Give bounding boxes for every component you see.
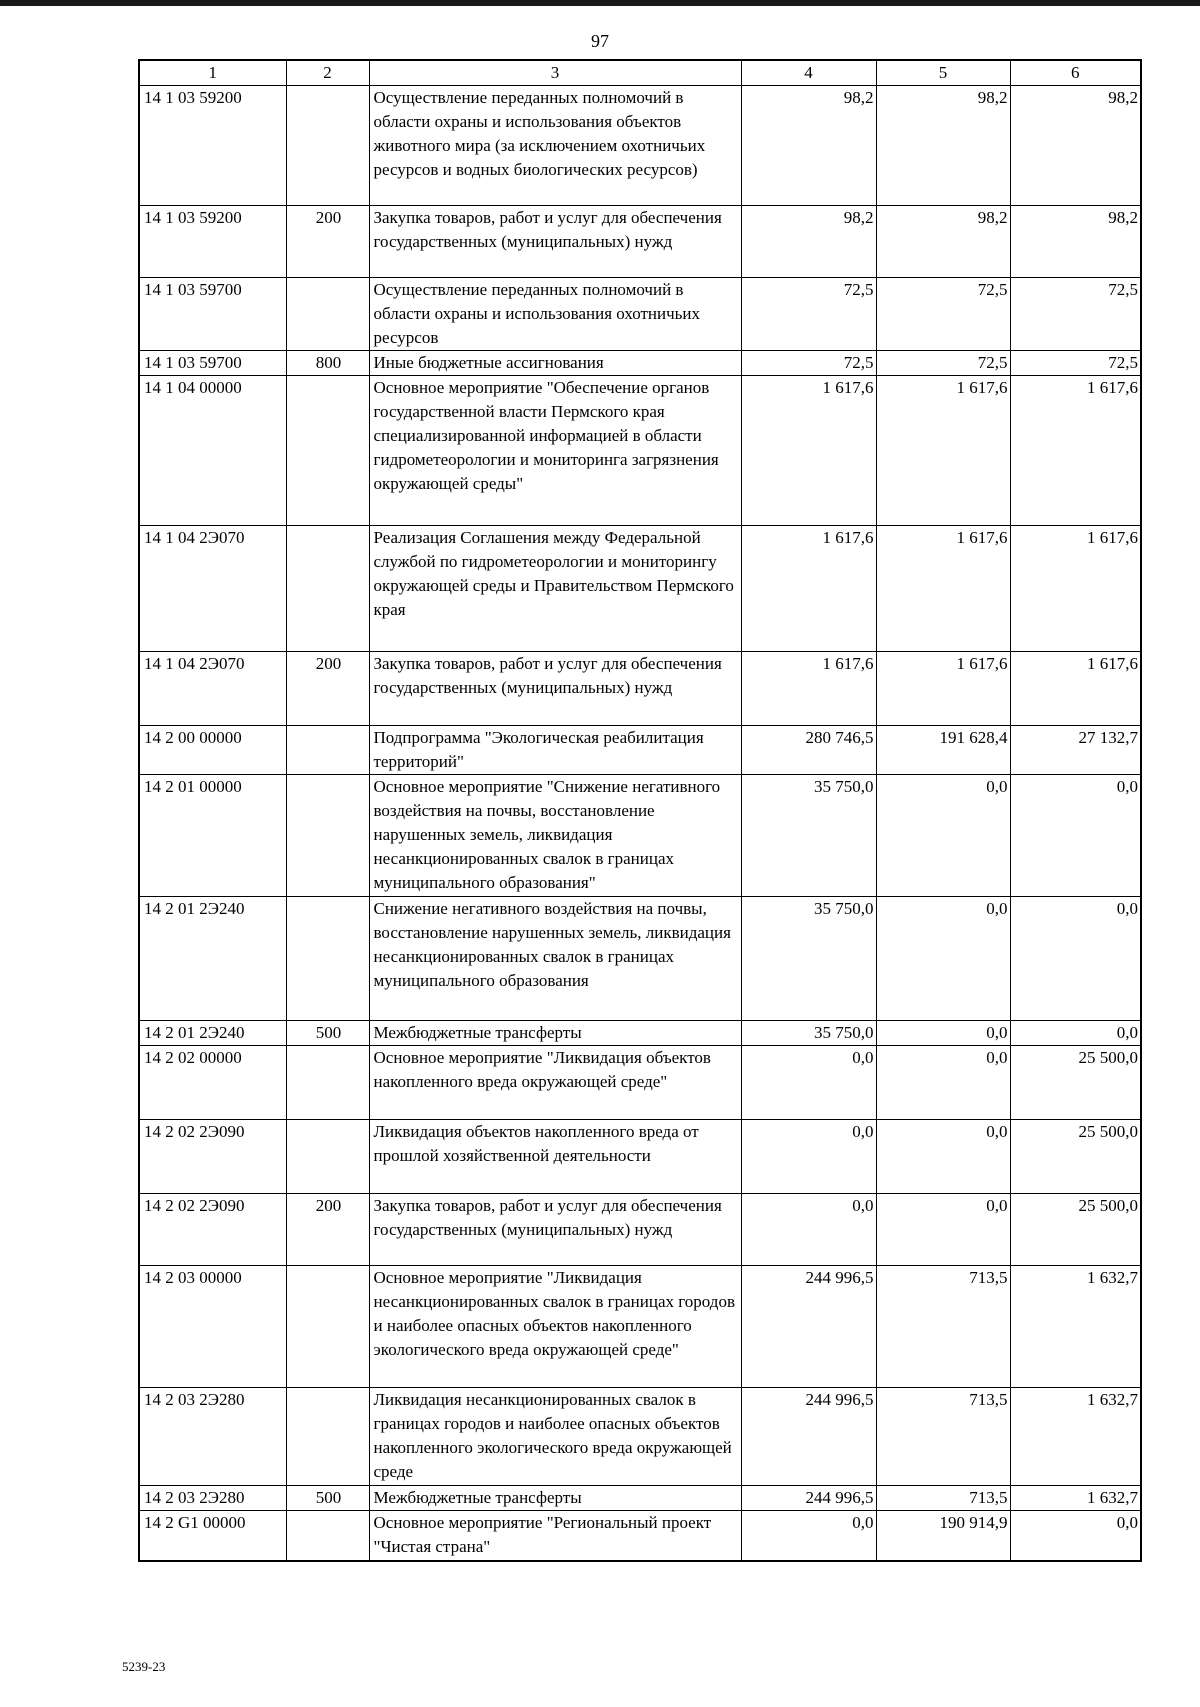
name-cell: Иные бюджетные ассигнования: [369, 351, 741, 376]
value-col6-cell: 0,0: [1010, 1511, 1141, 1561]
value-col6-cell: 1 617,6: [1010, 376, 1141, 526]
value-col4-cell: 35 750,0: [741, 775, 876, 897]
value-col4-cell: 0,0: [741, 1194, 876, 1266]
name-cell: Закупка товаров, работ и услуг для обеспечения государственных (муниципальных) нужд: [369, 1194, 741, 1266]
table-row: [139, 278, 1141, 351]
value-col5-cell: 0,0: [876, 897, 1010, 1021]
value-col4-cell: 1 617,6: [741, 376, 876, 526]
value-col6-cell: 72,5: [1010, 278, 1141, 351]
value-col5-cell: 0,0: [876, 1021, 1010, 1046]
name-cell: Подпрограмма "Экологическая реабилитация территорий": [369, 726, 741, 775]
expense-type-cell: [286, 726, 369, 775]
value-col5-cell: 713,5: [876, 1266, 1010, 1388]
expense-type-cell: [286, 1120, 369, 1194]
value-col4-cell: 244 996,5: [741, 1266, 876, 1388]
name-cell: Осуществление переданных полномочий в области охраны и использования объектов животного мира (за исключением охотничьих ресурсов и водных биологических ресурсов): [369, 86, 741, 206]
value-col5-cell: 713,5: [876, 1486, 1010, 1511]
value-col6-cell: 98,2: [1010, 206, 1141, 278]
name-cell: Ликвидация объектов накопленного вреда от прошлой хозяйственной деятельности: [369, 1120, 741, 1194]
expense-type-cell: [286, 86, 369, 206]
name-cell: Осуществление переданных полномочий в области охраны и использования охотничьих ресурсов: [369, 278, 741, 351]
value-col6-cell: 0,0: [1010, 897, 1141, 1021]
value-col5-cell: 0,0: [876, 1194, 1010, 1266]
column-header: 6: [1010, 60, 1141, 86]
expense-type-cell: [286, 1046, 369, 1120]
name-cell: Основное мероприятие "Ликвидация объектов накопленного вреда окружающей среде": [369, 1046, 741, 1120]
value-col4-cell: 244 996,5: [741, 1388, 876, 1486]
value-col6-cell: 0,0: [1010, 775, 1141, 897]
value-col4-cell: 72,5: [741, 278, 876, 351]
value-col6-cell: 1 617,6: [1010, 652, 1141, 726]
expense-type-cell: [286, 1511, 369, 1561]
name-cell: Снижение негативного воздействия на почвы, восстановление нарушенных земель, ликвидация несанкционированных свалок в границах муниципального образования: [369, 897, 741, 1021]
code-cell: 14 2 03 2Э280: [139, 1388, 286, 1486]
column-header: 2: [286, 60, 369, 86]
page-number: 97: [591, 31, 609, 51]
value-col5-cell: 0,0: [876, 775, 1010, 897]
table-row: [139, 206, 1141, 278]
expense-type-cell: [286, 278, 369, 351]
value-col5-cell: 1 617,6: [876, 652, 1010, 726]
code-cell: 14 1 04 2Э070: [139, 652, 286, 726]
code-cell: 14 2 03 2Э280: [139, 1486, 286, 1511]
code-cell: 14 2 01 2Э240: [139, 1021, 286, 1046]
name-cell: Межбюджетные трансферты: [369, 1021, 741, 1046]
expense-type-cell: [286, 1266, 369, 1388]
value-col5-cell: 72,5: [876, 278, 1010, 351]
value-col5-cell: 98,2: [876, 86, 1010, 206]
table-row: [139, 775, 1141, 897]
value-col5-cell: 1 617,6: [876, 526, 1010, 652]
value-col5-cell: 191 628,4: [876, 726, 1010, 775]
name-cell: Основное мероприятие "Снижение негативного воздействия на почвы, восстановление нарушенных земель, ликвидация несанкционированных свалок в границах муниципального образования": [369, 775, 741, 897]
expense-type-cell: [286, 1388, 369, 1486]
value-col4-cell: 98,2: [741, 86, 876, 206]
code-cell: 14 1 03 59700: [139, 278, 286, 351]
expense-type-cell: [286, 897, 369, 1021]
name-cell: Закупка товаров, работ и услуг для обеспечения государственных (муниципальных) нужд: [369, 652, 741, 726]
value-col6-cell: 25 500,0: [1010, 1120, 1141, 1194]
name-cell: Основное мероприятие "Обеспечение органов государственной власти Пермского края специализированной информацией в области гидрометеорологии и мониторинга загрязнения окружающей среды": [369, 376, 741, 526]
value-col5-cell: 0,0: [876, 1046, 1010, 1120]
table-row: [139, 1511, 1141, 1561]
code-cell: 14 2 02 2Э090: [139, 1194, 286, 1266]
value-col6-cell: 25 500,0: [1010, 1194, 1141, 1266]
expense-type-cell: 500: [286, 1021, 369, 1046]
code-cell: 14 2 G1 00000: [139, 1511, 286, 1561]
table-row: [139, 526, 1141, 652]
table-row: [139, 1388, 1141, 1486]
table-row: [139, 1486, 1141, 1511]
value-col4-cell: 0,0: [741, 1046, 876, 1120]
value-col6-cell: 1 632,7: [1010, 1388, 1141, 1486]
expense-type-cell: 200: [286, 652, 369, 726]
value-col5-cell: 190 914,9: [876, 1511, 1010, 1561]
name-cell: Основное мероприятие "Региональный проект "Чистая страна": [369, 1511, 741, 1561]
column-header: 3: [369, 60, 741, 86]
value-col6-cell: 27 132,7: [1010, 726, 1141, 775]
table-row: [139, 351, 1141, 376]
value-col6-cell: 72,5: [1010, 351, 1141, 376]
expense-type-cell: [286, 775, 369, 897]
value-col4-cell: 35 750,0: [741, 1021, 876, 1046]
name-cell: Закупка товаров, работ и услуг для обеспечения государственных (муниципальных) нужд: [369, 206, 741, 278]
table-row: [139, 1046, 1141, 1120]
code-cell: 14 1 03 59200: [139, 206, 286, 278]
value-col5-cell: 0,0: [876, 1120, 1010, 1194]
expense-type-cell: 200: [286, 206, 369, 278]
table-row: [139, 1194, 1141, 1266]
column-header: 1: [139, 60, 286, 86]
value-col4-cell: 98,2: [741, 206, 876, 278]
code-cell: 14 2 01 2Э240: [139, 897, 286, 1021]
value-col4-cell: 0,0: [741, 1120, 876, 1194]
expense-type-cell: 200: [286, 1194, 369, 1266]
name-cell: Основное мероприятие "Ликвидация несанкционированных свалок в границах городов и наиболее опасных объектов накопленного экологического вреда окружающей среде": [369, 1266, 741, 1388]
scan-top-edge: [0, 0, 1200, 6]
expense-type-cell: [286, 526, 369, 652]
table-row: [139, 1120, 1141, 1194]
value-col4-cell: 1 617,6: [741, 526, 876, 652]
value-col6-cell: 1 632,7: [1010, 1486, 1141, 1511]
column-header: 4: [741, 60, 876, 86]
table-row: [139, 86, 1141, 206]
budget-table: [138, 59, 1142, 1562]
code-cell: 14 2 02 2Э090: [139, 1120, 286, 1194]
value-col4-cell: 0,0: [741, 1511, 876, 1561]
value-col6-cell: 0,0: [1010, 1021, 1141, 1046]
value-col6-cell: 25 500,0: [1010, 1046, 1141, 1120]
table-row: [139, 1266, 1141, 1388]
value-col5-cell: 72,5: [876, 351, 1010, 376]
code-cell: 14 1 04 2Э070: [139, 526, 286, 652]
code-cell: 14 2 03 00000: [139, 1266, 286, 1388]
table-row: [139, 897, 1141, 1021]
value-col6-cell: 1 632,7: [1010, 1266, 1141, 1388]
expense-type-cell: 800: [286, 351, 369, 376]
value-col6-cell: 1 617,6: [1010, 526, 1141, 652]
value-col5-cell: 98,2: [876, 206, 1010, 278]
column-number-row: [139, 60, 1141, 86]
value-col4-cell: 72,5: [741, 351, 876, 376]
value-col4-cell: 280 746,5: [741, 726, 876, 775]
value-col5-cell: 1 617,6: [876, 376, 1010, 526]
value-col4-cell: 1 617,6: [741, 652, 876, 726]
code-cell: 14 1 03 59200: [139, 86, 286, 206]
name-cell: Ликвидация несанкционированных свалок в границах городов и наиболее опасных объектов накопленного экологического вреда окружающей среде: [369, 1388, 741, 1486]
value-col4-cell: 35 750,0: [741, 897, 876, 1021]
table-row: [139, 652, 1141, 726]
name-cell: Реализация Соглашения между Федеральной службой по гидрометеорологии и мониторингу окружающей среды и Правительством Пермского края: [369, 526, 741, 652]
value-col5-cell: 713,5: [876, 1388, 1010, 1486]
code-cell: 14 1 03 59700: [139, 351, 286, 376]
code-cell: 14 1 04 00000: [139, 376, 286, 526]
table-row: [139, 376, 1141, 526]
table-row: [139, 1021, 1141, 1046]
value-col6-cell: 98,2: [1010, 86, 1141, 206]
column-header: 5: [876, 60, 1010, 86]
code-cell: 14 2 02 00000: [139, 1046, 286, 1120]
code-cell: 14 2 00 00000: [139, 726, 286, 775]
table-row: [139, 726, 1141, 775]
name-cell: Межбюджетные трансферты: [369, 1486, 741, 1511]
expense-type-cell: [286, 376, 369, 526]
value-col4-cell: 244 996,5: [741, 1486, 876, 1511]
code-cell: 14 2 01 00000: [139, 775, 286, 897]
expense-type-cell: 500: [286, 1486, 369, 1511]
document-code: 5239-23: [122, 1659, 166, 1674]
